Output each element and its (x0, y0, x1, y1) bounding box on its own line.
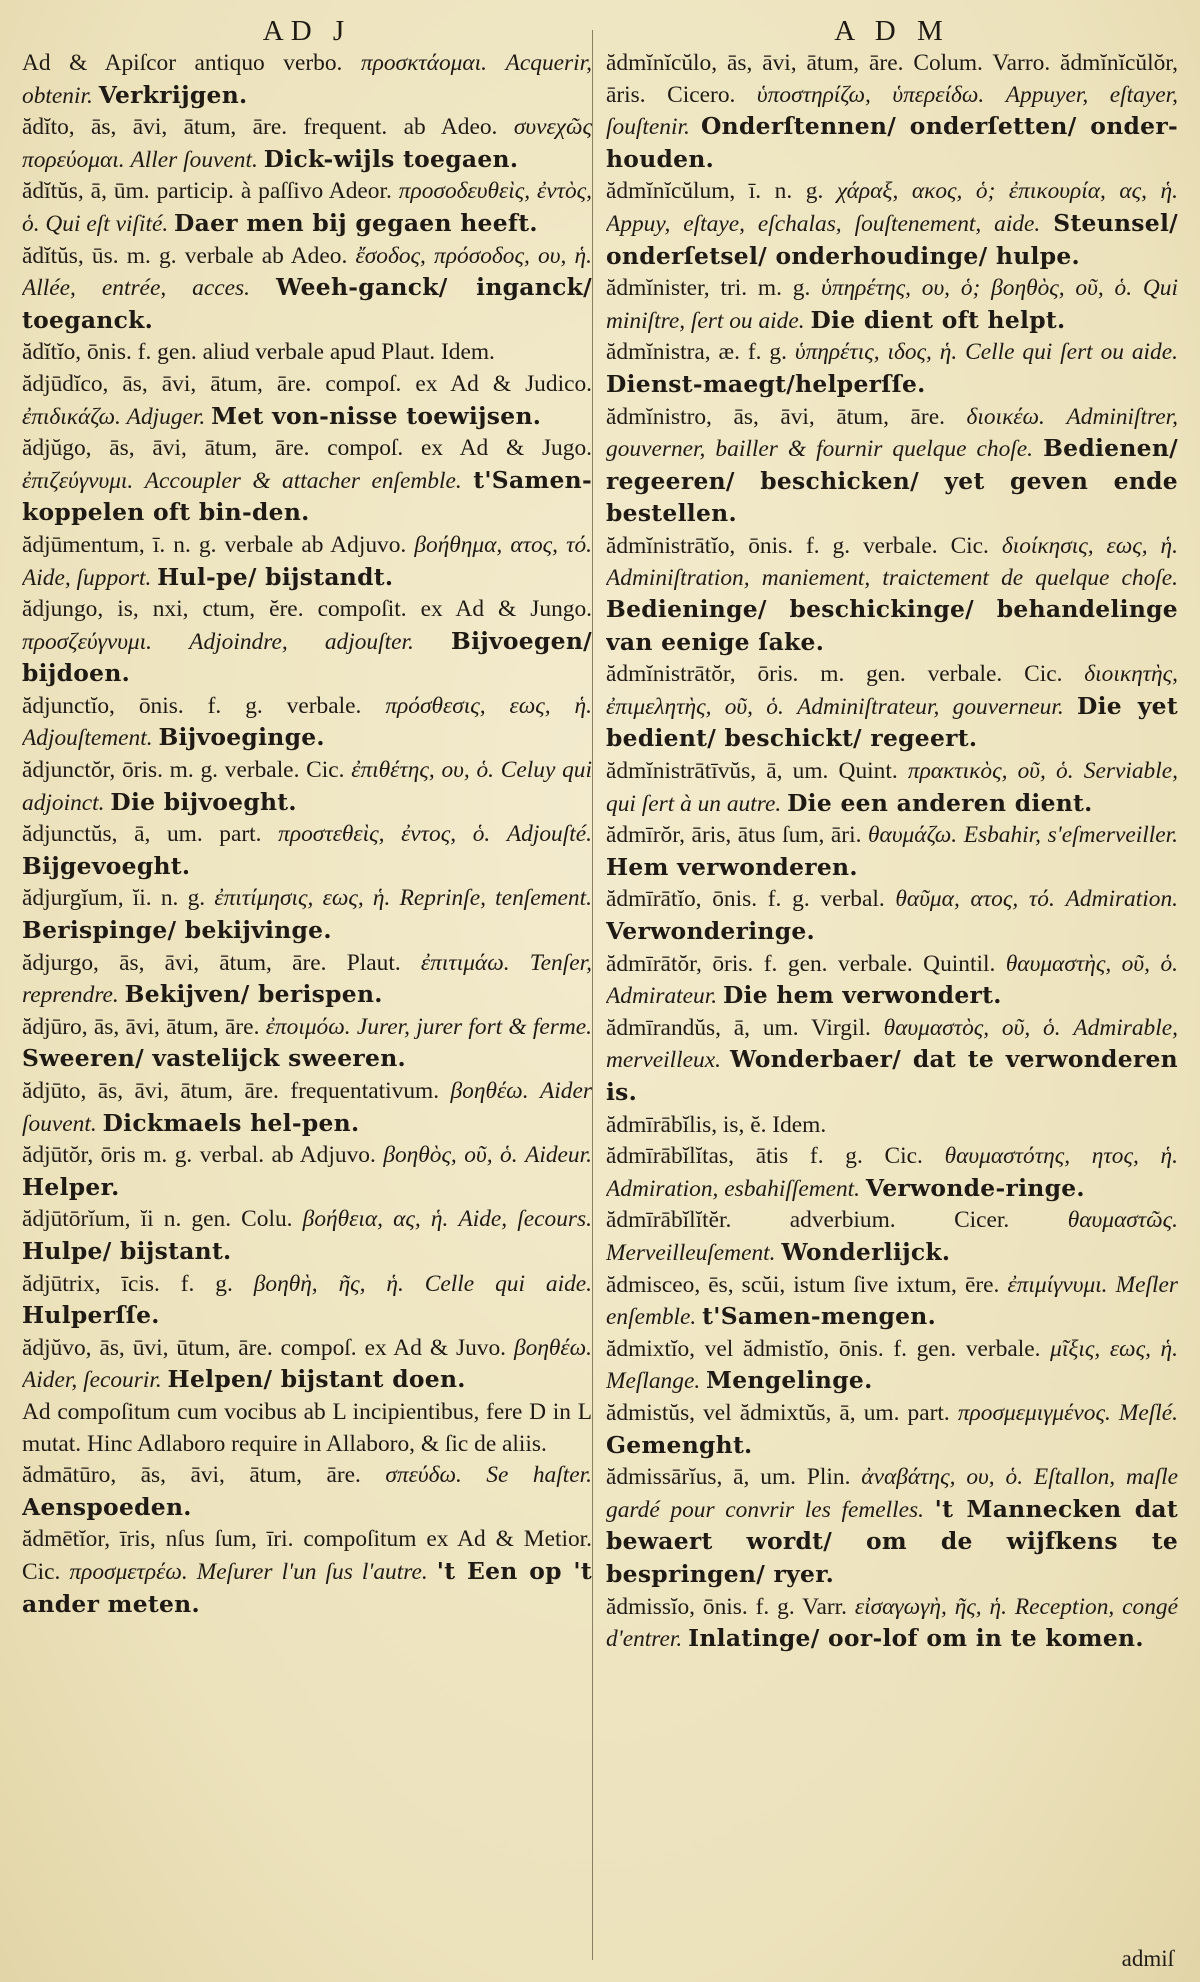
entry-lemma: ădmissārĭus, ā, um. Plin. (606, 1464, 851, 1491)
entry-lemma: ădmīrābĭlĭtas, ātis f. g. Cic. (606, 1143, 923, 1170)
dictionary-entry (606, 1205, 1178, 1269)
dictionary-entry (22, 48, 592, 112)
entry-dutch: Onderſtennen/ onderſetten/ onder-houden. (606, 112, 1178, 173)
entry-dutch: Verwonderinge. (606, 917, 815, 946)
entry-french: Tenſer, reprendre. (22, 949, 592, 1009)
entry-lemma: ădĭtĭo, ōnis. f. gen. aliud verbale apud Plaut. Idem. (22, 339, 495, 366)
entry-dutch: Hulperſſe. (22, 1301, 160, 1330)
dictionary-entry (606, 949, 1178, 1013)
entry-dutch: Die hem verwondert. (722, 981, 1002, 1010)
entry-french: Merveilleuſement. (606, 1239, 776, 1266)
dictionary-entry (22, 883, 592, 947)
entry-dutch: Inlatinge/ oor-lof om in te komen. (688, 1624, 1144, 1653)
dictionary-entry (606, 820, 1178, 884)
right-running-head: A D M (834, 15, 950, 47)
entry-dutch: Aenspoeden. (22, 1492, 192, 1521)
entry-dutch: Hul-pe/ bijstandt. (157, 562, 394, 591)
entry-french: Aide, ſecours. (458, 1206, 592, 1233)
dictionary-entry (22, 1460, 592, 1524)
entry-dutch: Verwonde-ringe. (865, 1173, 1085, 1202)
entry-french: Se haſter. (486, 1462, 592, 1489)
catchword: admiſ (1121, 1946, 1174, 1971)
entry-lemma: ădmĭnĭcŭlo, ās, āvi, ātum, āre. Colum. Varro. ădmĭnĭcŭlŏr, āris. Cicero. (606, 50, 1178, 108)
entry-greek: ἐπιτιμάω. (420, 949, 510, 976)
entry-greek: ἔσοδος, πρόσοδος, ου, ἡ. (355, 242, 592, 269)
entry-french: Admiration. (1065, 886, 1178, 913)
dictionary-entry (22, 337, 592, 369)
entry-dutch: Die bijvoeght. (110, 787, 297, 816)
dictionary-entry (22, 691, 592, 755)
entry-dutch: Bijvoeginge. (158, 723, 325, 752)
dictionary-entry (22, 530, 592, 594)
entry-dutch: 't Een op 't ander meten. (22, 1556, 592, 1618)
dictionary-entry (22, 433, 592, 530)
dictionary-entry (606, 1141, 1178, 1205)
entry-lemma: ădjŭvo, ās, ūvi, ūtum, āre. compoſ. ex Ad & Juvo. (22, 1334, 507, 1361)
entry-lemma: ădjunctĭo, ōnis. f. g. verbale. (22, 692, 362, 719)
entry-french: Adminiſtration, maniement, traictement de quelque choſe. (606, 564, 1178, 591)
entry-greek: διοίκησις, εως, ἡ. (1001, 532, 1178, 559)
entry-lemma: ădĭtŭs, ūs. m. g. verbale ab Adeo. (22, 242, 348, 269)
dictionary-entry (606, 1462, 1178, 1591)
entry-lemma: ădjūtrix, īcis. f. g. (22, 1270, 233, 1297)
entry-french: Qui eſt viſité. (45, 210, 169, 237)
entry-dutch: Bedieninge/ beschickinge/ behandelinge van eenige ſake. (606, 595, 1178, 656)
entry-french: Meſler enſemble. (606, 1271, 1178, 1331)
entry-lemma: ădjunctŏr, ōris. m. g. verbale. Cic. (22, 757, 345, 784)
dictionary-entry (22, 1204, 592, 1268)
left-running-head: AD J (262, 15, 352, 47)
dictionary-entry (22, 369, 592, 433)
entry-french: Aider ſouvent. (22, 1078, 592, 1137)
entry-greek: διοικέω. (966, 403, 1045, 430)
entry-lemma: ădjungo, is, nxi, ctum, ĕre. compoſit. ex Ad & Jungo. (22, 596, 592, 623)
dictionary-entry (606, 273, 1178, 337)
entry-lemma: ădjūtŏr, ōris m. g. verbal. ab Adjuvo. (22, 1142, 376, 1169)
entry-dutch: Dickmaels hel-pen. (102, 1108, 360, 1137)
entry-lemma: ădĭtŭs, ā, ūm. particip. à paſſivo Adeor. (22, 178, 392, 205)
dictionary-entry (22, 1012, 592, 1076)
dictionary-entry (22, 755, 592, 819)
entry-dutch: Met von-nisse toewijsen. (211, 401, 542, 430)
entry-lemma: ădmīrandŭs, ā, um. Virgil. (606, 1014, 871, 1041)
entry-french: Adjoindre, adjouſter. (189, 628, 414, 655)
entry-french: Meſlange. (606, 1368, 701, 1395)
entry-dutch: 't Mannecken dat bewaert wordt/ om de wijfkens te bespringen/ ryer. (606, 1494, 1178, 1588)
entry-lemma: ădmĭnistrātŏr, ōris. m. gen. verbale. Cic. (606, 661, 1063, 688)
entry-lemma: ădjunctŭs, ā, um. part. (22, 821, 262, 848)
entry-dutch: Helpen/ bijstant doen. (167, 1365, 466, 1394)
entry-greek: ἀναβάτης, ου, ὁ. (861, 1464, 1024, 1491)
dictionary-entry (606, 659, 1178, 756)
entry-french: Jurer, jurer fort & ferme. (356, 1013, 592, 1040)
entry-greek: διοικητὴς, ἐπιμελητὴς, οῦ, ὁ. (606, 661, 1178, 720)
entry-french: Meſlé. (1118, 1399, 1178, 1426)
left-entry-list (22, 48, 592, 1621)
entry-greek: προσμεμιγμένος. (957, 1399, 1111, 1426)
dictionary-entry (606, 1270, 1178, 1334)
entry-lemma: ădjurgo, ās, āvi, ātum, āre. Plaut. (22, 949, 401, 976)
entry-dutch: Die dient oft helpt. (810, 305, 1066, 334)
dictionary-entry (606, 531, 1178, 659)
entry-french: Aller ſouvent. (130, 146, 258, 173)
entry-dutch: Dienst-maegt/helperſſe. (606, 369, 926, 398)
entry-lemma: ădmīrābĭlĭtĕr. adverbium. Cicer. (606, 1207, 1010, 1234)
entry-greek: προστεθεὶς, ἐντος, ὁ. (278, 821, 491, 848)
entry-greek: ἐποιμόω. (265, 1013, 351, 1040)
entry-lemma: ădĭto, ās, āvi, ātum, āre. frequent. ab Adeo. (22, 114, 498, 141)
entry-french: Adjouſté. (506, 821, 592, 848)
entry-greek: πρόσθεσις, εως, ἡ. (385, 692, 592, 719)
entry-dutch: Berispinge/ bekijvinge. (22, 916, 332, 945)
entry-french: Celuy qui adjoinct. (22, 757, 592, 816)
entry-dutch: Bekijven/ berispen. (124, 980, 383, 1009)
entry-greek: ὑπηρέτις, ιδος, ἡ. (794, 339, 958, 366)
entry-dutch: t'Samen-mengen. (702, 1302, 937, 1331)
entry-lemma: ădmĭnistrātĭo, ōnis. f. g. verbale. Cic. (606, 532, 989, 559)
entry-french: Eſtallon, maſle gardé pour convrir les femelles. (606, 1464, 1178, 1523)
entry-dutch: Die yet bedient/ beschickt/ regeert. (606, 691, 1178, 753)
dictionary-entry (606, 402, 1178, 531)
entry-greek: θαυμαστὴς, οῦ, ὁ. (1005, 950, 1178, 977)
entry-dutch: Hulpe/ bijstant. (22, 1236, 232, 1265)
entry-dutch: Steunsel/ onderſetsel/ onderhoudinge/ hulpe. (606, 208, 1178, 270)
entry-french: Adminiſtrateur, gouverneur. (797, 693, 1064, 720)
entry-french: Acquerir, obtenir. (22, 50, 592, 109)
entry-greek: θαυμαστῶς. (1067, 1207, 1178, 1234)
dictionary-entry (22, 241, 592, 338)
entry-greek: θαυμαστότης, ητος, ἡ. (944, 1143, 1178, 1170)
dictionary-entry (606, 1398, 1178, 1462)
dictionary-entry (22, 112, 592, 176)
entry-lemma: ădmixtĭo, vel ădmistĭo, ōnis. f. gen. verbale. (606, 1335, 1041, 1362)
dictionary-entry (22, 1397, 592, 1460)
entry-lemma: ădjūro, ās, āvi, ātum, āre. (22, 1013, 260, 1040)
dictionary-entry (606, 176, 1178, 273)
entry-french: Adjuger. (126, 403, 206, 430)
entry-french: Celle qui ſert ou aide. (965, 339, 1178, 366)
entry-greek: βοηθέω. (513, 1334, 592, 1361)
entry-french: Admirateur. (606, 983, 718, 1010)
dictionary-entry (606, 1013, 1178, 1110)
entry-french: Aideur. (525, 1142, 592, 1169)
entry-french: Aide, ſupport. (22, 564, 152, 591)
entry-lemma: Ad & Apiſcor antiquo verbo. (22, 50, 343, 76)
entry-dutch: Verkrijgen. (98, 80, 248, 109)
entry-greek: θαυμαστὸς, οῦ, ὁ. (883, 1014, 1061, 1041)
entry-greek: βοηθέω. (450, 1078, 529, 1104)
entry-dutch: Daer men bij gegaen heeft. (174, 208, 538, 237)
dictionary-entry (22, 1333, 592, 1397)
dictionary-entry (22, 948, 592, 1012)
entry-dutch: Bijvoegen/ bijdoen. (22, 626, 592, 688)
entry-greek: πρακτικὸς, οῦ, ὁ. (907, 758, 1074, 785)
entry-lemma: ădmĭnister, tri. m. g. (606, 275, 811, 302)
entry-lemma: ădjūtōrĭum, ĭi n. gen. Colu. (22, 1206, 293, 1233)
entry-greek: ὑποστηρίζω, ὑπερείδω. (756, 81, 985, 108)
right-column (606, 14, 1178, 1974)
dictionary-entry (606, 337, 1178, 401)
entry-french: Aider, ſecourir. (22, 1367, 162, 1394)
entry-greek: ὑπηρέτης, ου, ὁ; βοηθὸς, οῦ, ὁ. (821, 275, 1133, 302)
entry-greek: ἐπιμίγνυμι. (1007, 1271, 1108, 1298)
right-entry-list (606, 48, 1178, 1656)
entry-greek: βοηθὸς, οῦ, ὁ. (383, 1142, 518, 1169)
entry-greek: μῖξις, εως, ἡ. (1050, 1335, 1178, 1362)
entry-lemma: ădmīrābĭlis, is, ĕ. Idem. (606, 1111, 827, 1138)
entry-lemma: ădmātūro, ās, āvi, ātum, āre. (22, 1462, 361, 1489)
dictionary-entry (606, 884, 1178, 948)
entry-french: Appuy, eſtaye, eſchalas, ſouſtenement, aide. (606, 210, 1041, 237)
entry-dutch: Dick-wijls toegaen. (263, 144, 519, 173)
entry-dutch: Wonderbaer/ dat te verwonderen is. (606, 1045, 1178, 1106)
entry-dutch: Wonderlijck. (781, 1237, 951, 1266)
entry-greek: βοηθὴ, ῆς, ἡ. (253, 1270, 404, 1297)
left-column (22, 14, 592, 1974)
entry-lemma: ădmisceo, ēs, scŭi, istum ſive ixtum, ēre. (606, 1271, 1000, 1298)
entry-lemma: ădjurgĭum, ĭi. n. g. (22, 885, 206, 912)
entry-lemma: Ad compoſitum cum vocibus ab L incipientibus, fere D in L mutat. Hinc Adlaboro require in Allaboro, & ſic de aliis. (22, 1398, 592, 1457)
entry-french: Esbahir, s'eſmerveiller. (963, 822, 1178, 849)
entry-french: Allée, entrée, acces. (22, 275, 250, 302)
entry-lemma: ădmistŭs, vel ădmixtŭs, ā, um. part. (606, 1399, 950, 1426)
entry-dutch: Helper. (22, 1172, 120, 1201)
entry-dutch: Hem verwonderen. (606, 852, 858, 881)
entry-greek: σπεύδω. (385, 1462, 462, 1489)
entry-greek: βοήθημα, ατος, τό. (414, 531, 592, 558)
entry-greek: θαῦμα, ατος, τό. (895, 886, 1055, 913)
dictionary-entry (22, 594, 592, 691)
dictionary-entry (22, 176, 592, 240)
entry-dutch: Sweeren/ vastelijck sweeren. (22, 1044, 406, 1073)
entry-dutch: Gemenght. (606, 1430, 753, 1459)
entry-greek: ἐπιτίμησις, εως, ἡ. (214, 885, 391, 912)
dictionary-entry (22, 819, 592, 883)
dictionary-entry (606, 1110, 1178, 1142)
entry-lemma: ădmīrātĭo, ōnis. f. g. verbal. (606, 886, 885, 913)
entry-greek: θαυμάζω. (868, 822, 958, 849)
dictionary-entry (22, 1076, 592, 1140)
entry-lemma: ădjūto, ās, āvi, ātum, āre. frequentativum. (22, 1078, 440, 1104)
dictionary-entry (22, 1524, 592, 1621)
entry-dutch: Mengelinge. (706, 1366, 873, 1395)
entry-french: Reprinſe, tenſement. (399, 885, 592, 912)
entry-greek: βοήθεια, ας, ἡ. (302, 1206, 449, 1233)
entry-dutch: t'Samen-koppelen oft bin-den. (22, 465, 592, 527)
entry-french: Adminiſtrer, gouverner, bailler & fournir quelque choſe. (606, 403, 1178, 463)
entry-lemma: ădmĭnistro, ās, āvi, ātum, āre. (606, 403, 945, 430)
entry-greek: ἐπιθέτης, ου, ὁ. (351, 757, 495, 784)
entry-greek: ἐπιδικάζω. (22, 403, 121, 430)
entry-lemma: ădjūdĭco, ās, āvi, ātum, āre. compoſ. ex Ad & Judico. (22, 370, 592, 397)
entry-dutch: Weeh-ganck/ inganck/ toeganck. (22, 273, 592, 334)
entry-lemma: ădmīrŏr, āris, ātus ſum, āri. (606, 822, 862, 849)
dictionary-entry (22, 1140, 592, 1204)
column-divider (592, 30, 593, 1960)
entry-french: Adjouſtement. (22, 725, 153, 752)
dictionary-entry (606, 48, 1178, 176)
entry-greek: προσζεύγνυμι. (22, 628, 153, 655)
entry-french: Accoupler & attacher enſemble. (144, 467, 462, 494)
entry-dutch: Die een anderen dient. (787, 788, 1093, 817)
entry-lemma: ădjūmentum, ī. n. g. verbale ab Adjuvo. (22, 531, 407, 558)
entry-lemma: ădmissĭo, ōnis. f. g. Varr. (606, 1593, 847, 1620)
entry-greek: χάραξ, ακος, ὁ; ἐπικουρία, ας, ἡ. (836, 178, 1178, 205)
entry-french: Qui miniſtre, ſert ou aide. (606, 275, 1178, 334)
entry-greek: ἐπιζεύγνυμι. (22, 467, 134, 494)
entry-french: Admirable, merveilleux. (606, 1014, 1178, 1074)
entry-dutch: Bedienen/ regeeren/ beschicken/ yet geven ende bestellen. (606, 434, 1178, 528)
entry-greek: συνεχῶς πορεύομαι. (22, 114, 592, 173)
entry-lemma: ădmētĭor, īris, nſus ſum, īri. compoſitum ex Ad & Metior. Cic. (22, 1526, 592, 1585)
entry-french: Celle qui aide. (424, 1270, 592, 1297)
entry-french: Appuyer, eſtayer, ſouſtenir. (606, 81, 1178, 141)
entry-french: Reception, congé d'entrer. (606, 1593, 1178, 1653)
entry-greek: εἰσαγωγὴ, ῆς, ἡ. (854, 1593, 1007, 1620)
dictionary-entry (606, 756, 1178, 820)
entry-greek: προσμετρέω. (69, 1558, 188, 1585)
dictionary-entry (606, 1592, 1178, 1656)
entry-dutch: Bijgevoeght. (22, 851, 191, 880)
entry-lemma: ădmĭnistrātīvŭs, ā, um. Quint. (606, 758, 898, 785)
entry-greek: προσκτάομαι. (360, 50, 488, 76)
entry-lemma: ădjŭgo, ās, āvi, ātum, āre. compoſ. ex Ad & Jugo. (22, 435, 592, 462)
entry-french: Admiration, esbahiſſement. (606, 1175, 861, 1202)
entry-french: Meſurer l'un ſus l'autre. (196, 1558, 428, 1585)
entry-lemma: ădmīrātŏr, ōris. f. gen. verbale. Quintil. (606, 950, 996, 977)
entry-lemma: ădmĭnistra, æ. f. g. (606, 339, 787, 366)
dictionary-entry (606, 1334, 1178, 1398)
entry-greek: προσοδευθεὶς, ἐντὸς, ὁ. (22, 178, 592, 237)
dictionary-entry (22, 1269, 592, 1333)
entry-lemma: ădmĭnĭcŭlum, ī. n. g. (606, 178, 824, 205)
entry-french: Serviable, qui ſert à un autre. (606, 758, 1178, 817)
